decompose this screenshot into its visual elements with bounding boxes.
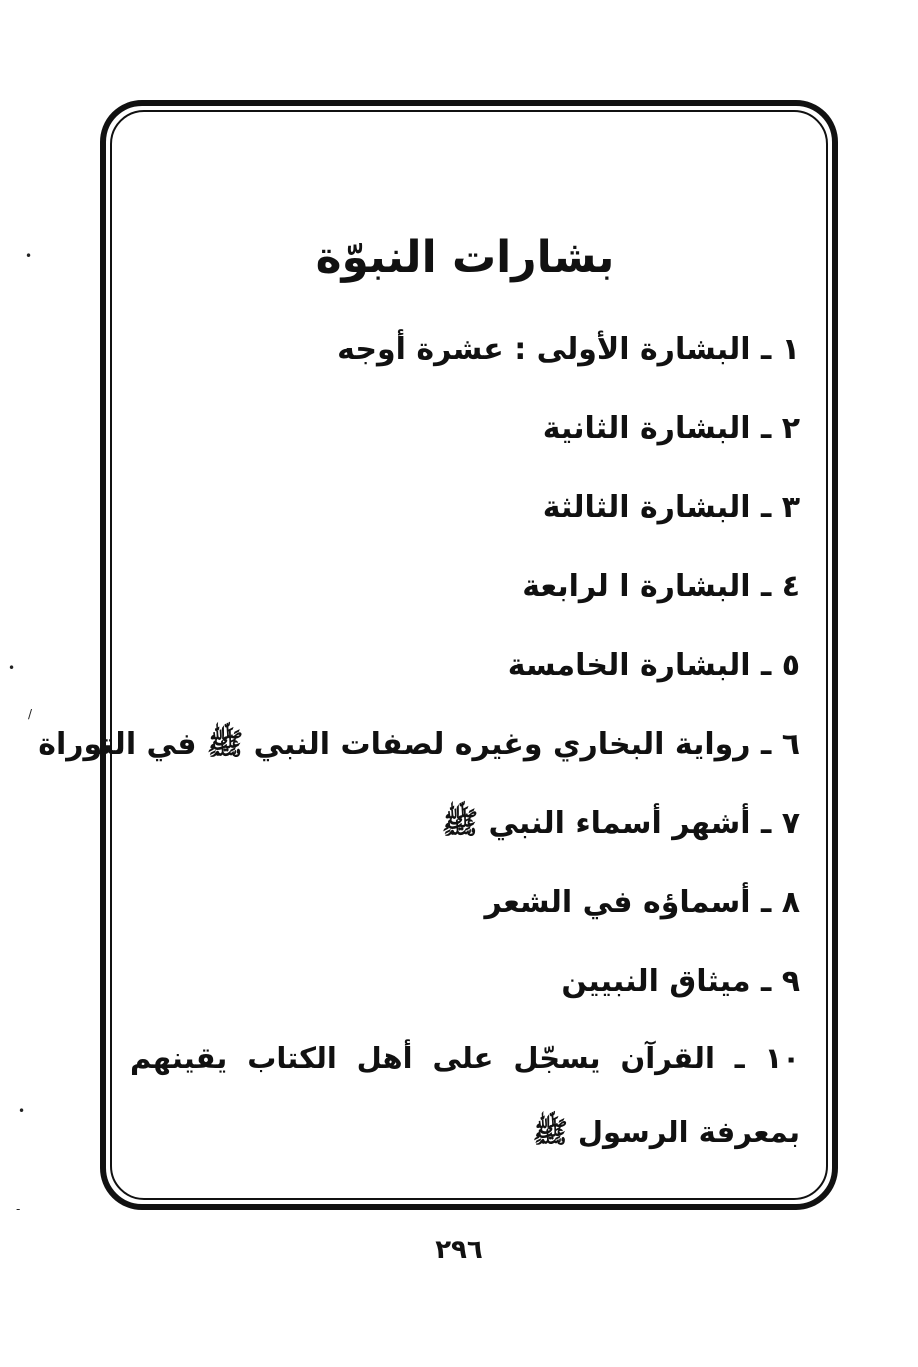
contents-panel [38,110,800,1169]
item-text: ـ البشارة الثالثة [542,490,772,525]
scan-speck: / [28,707,33,721]
page-number: ٢٩٦ [435,1235,483,1265]
list-item [130,547,800,626]
contents-list [38,310,800,1169]
item-text: ـ أشهر أسماء النبي ﷺ [441,806,772,841]
item-text: ـ البشارة الأولى : عشرة أوجه [337,332,772,367]
list-item [130,626,800,705]
list-item [130,1021,800,1169]
list-item [130,310,800,389]
item-text: ـ البشارة الخامسة [507,648,772,683]
item-text: ـ القرآن يسجّل على أهل الكتاب يقينهم بمعرفة الرسول ﷺ [130,1041,800,1149]
item-number: ٩ [781,964,800,999]
scan-speck: • [18,1104,26,1118]
item-number: ٥ [781,648,800,683]
list-item [38,705,800,784]
list-item [130,784,800,863]
item-number: ٤ [781,569,800,604]
list-item [130,389,800,468]
page-title: بشارات النبوّة [315,232,615,283]
scan-speck: • [25,249,33,263]
item-text: ـ رواية البخاري وغيره لصفات النبي ﷺ في التوراة [38,727,772,762]
scan-speck: • [8,661,16,675]
item-number: ١٠ [764,1041,800,1075]
item-text: ـ أسماؤه في الشعر [484,885,772,920]
item-number: ٨ [781,885,800,920]
item-number: ١ [781,332,800,367]
item-number: ٢ [781,411,800,446]
item-text: ـ ميثاق النبيين [561,964,772,999]
list-item [130,468,800,547]
item-number: ٧ [781,806,800,841]
item-text: ـ البشارة الثانية [542,411,772,446]
list-item [130,942,800,1021]
scan-speck: - [16,1202,21,1216]
item-text: ـ البشارة ا لرابعة [522,569,772,604]
item-number: ٣ [781,490,800,525]
item-number: ٦ [781,727,800,762]
list-item [130,863,800,942]
